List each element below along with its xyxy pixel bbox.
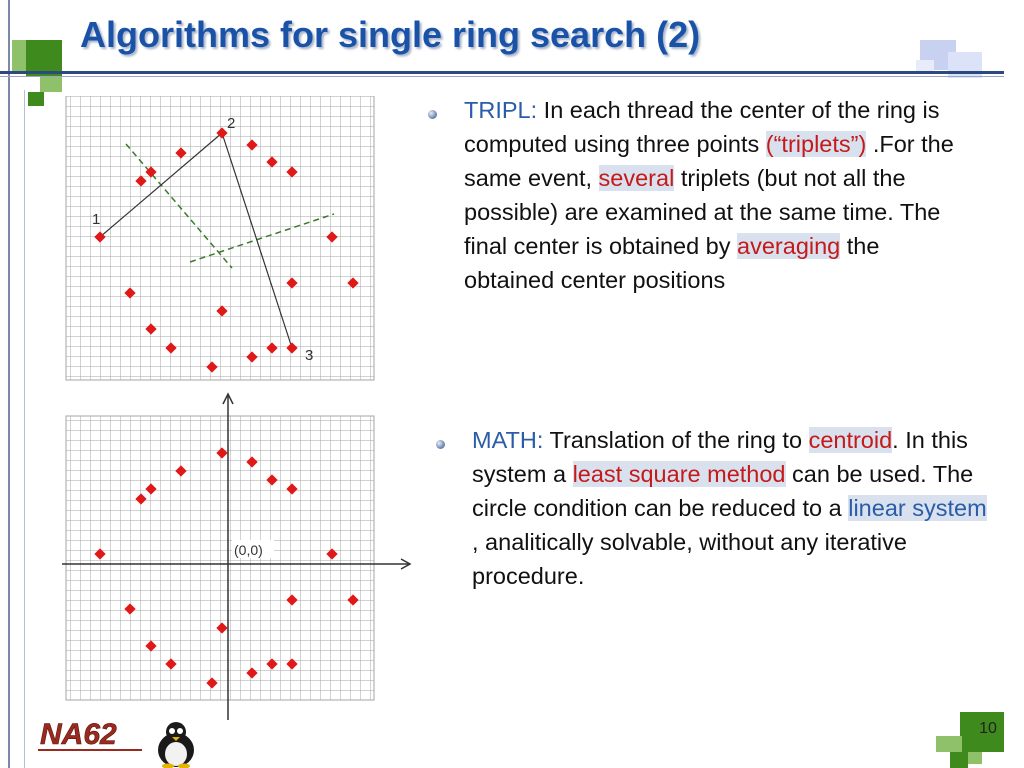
tripl-highlight-triplets: (“triplets”) [765,131,867,157]
grid-background [66,416,374,700]
math-label: MATH: [472,427,544,453]
math-text-3: can be used. The circle condition can be reduced to a [472,461,974,521]
origin-label: (0,0) [234,542,263,558]
tripl-highlight-several: several [598,165,675,191]
deco-square [948,52,982,78]
math-text-1: Translation of the ring to [543,427,809,453]
tripl-text-4: the obtained center positions [464,233,880,293]
math-text-4: , analitically solvable, without any iterative procedure. [472,529,907,589]
na62-logo [34,710,204,768]
tripl-label: TRIPL: [464,97,538,123]
slide-title: Algorithms for single ring search (2) [80,14,701,55]
page-number: 10 [979,720,997,737]
na62-logo-text: NA62 [40,718,117,751]
deco-square [936,736,962,752]
point-label-1: 1 [92,211,101,228]
deco-square [12,40,26,74]
left-border-line-2 [24,90,25,768]
math-highlight-lsm: least square method [572,461,786,487]
math-text-2: . In this system a [472,427,968,487]
title-rule-thin [0,76,1004,77]
tripl-text [464,93,974,297]
point-label-3: 3 [305,347,314,364]
point-label-2: 2 [227,115,236,132]
deco-square [40,76,62,92]
title-rule [0,71,1004,74]
tripl-highlight-averaging: averaging [737,233,841,259]
deco-square [28,92,44,106]
left-border-line [8,0,10,768]
deco-square [950,752,968,768]
tripl-text-1: In each thread the center of the ring is computed using three points [464,97,940,157]
math-highlight-centroid: centroid [808,427,893,453]
bullet-icon [428,110,437,119]
centroid-figure [60,390,420,730]
deco-square [968,752,982,764]
bullet-icon [436,440,445,449]
triplet-figure [60,96,380,386]
tripl-text-3: triplets (but not all the possible) are examined at the same time. The final center is obtained by [464,165,941,259]
math-highlight-linear: linear system [848,495,987,521]
tripl-text-2: .For the same event, [464,131,954,191]
math-text [472,423,997,593]
